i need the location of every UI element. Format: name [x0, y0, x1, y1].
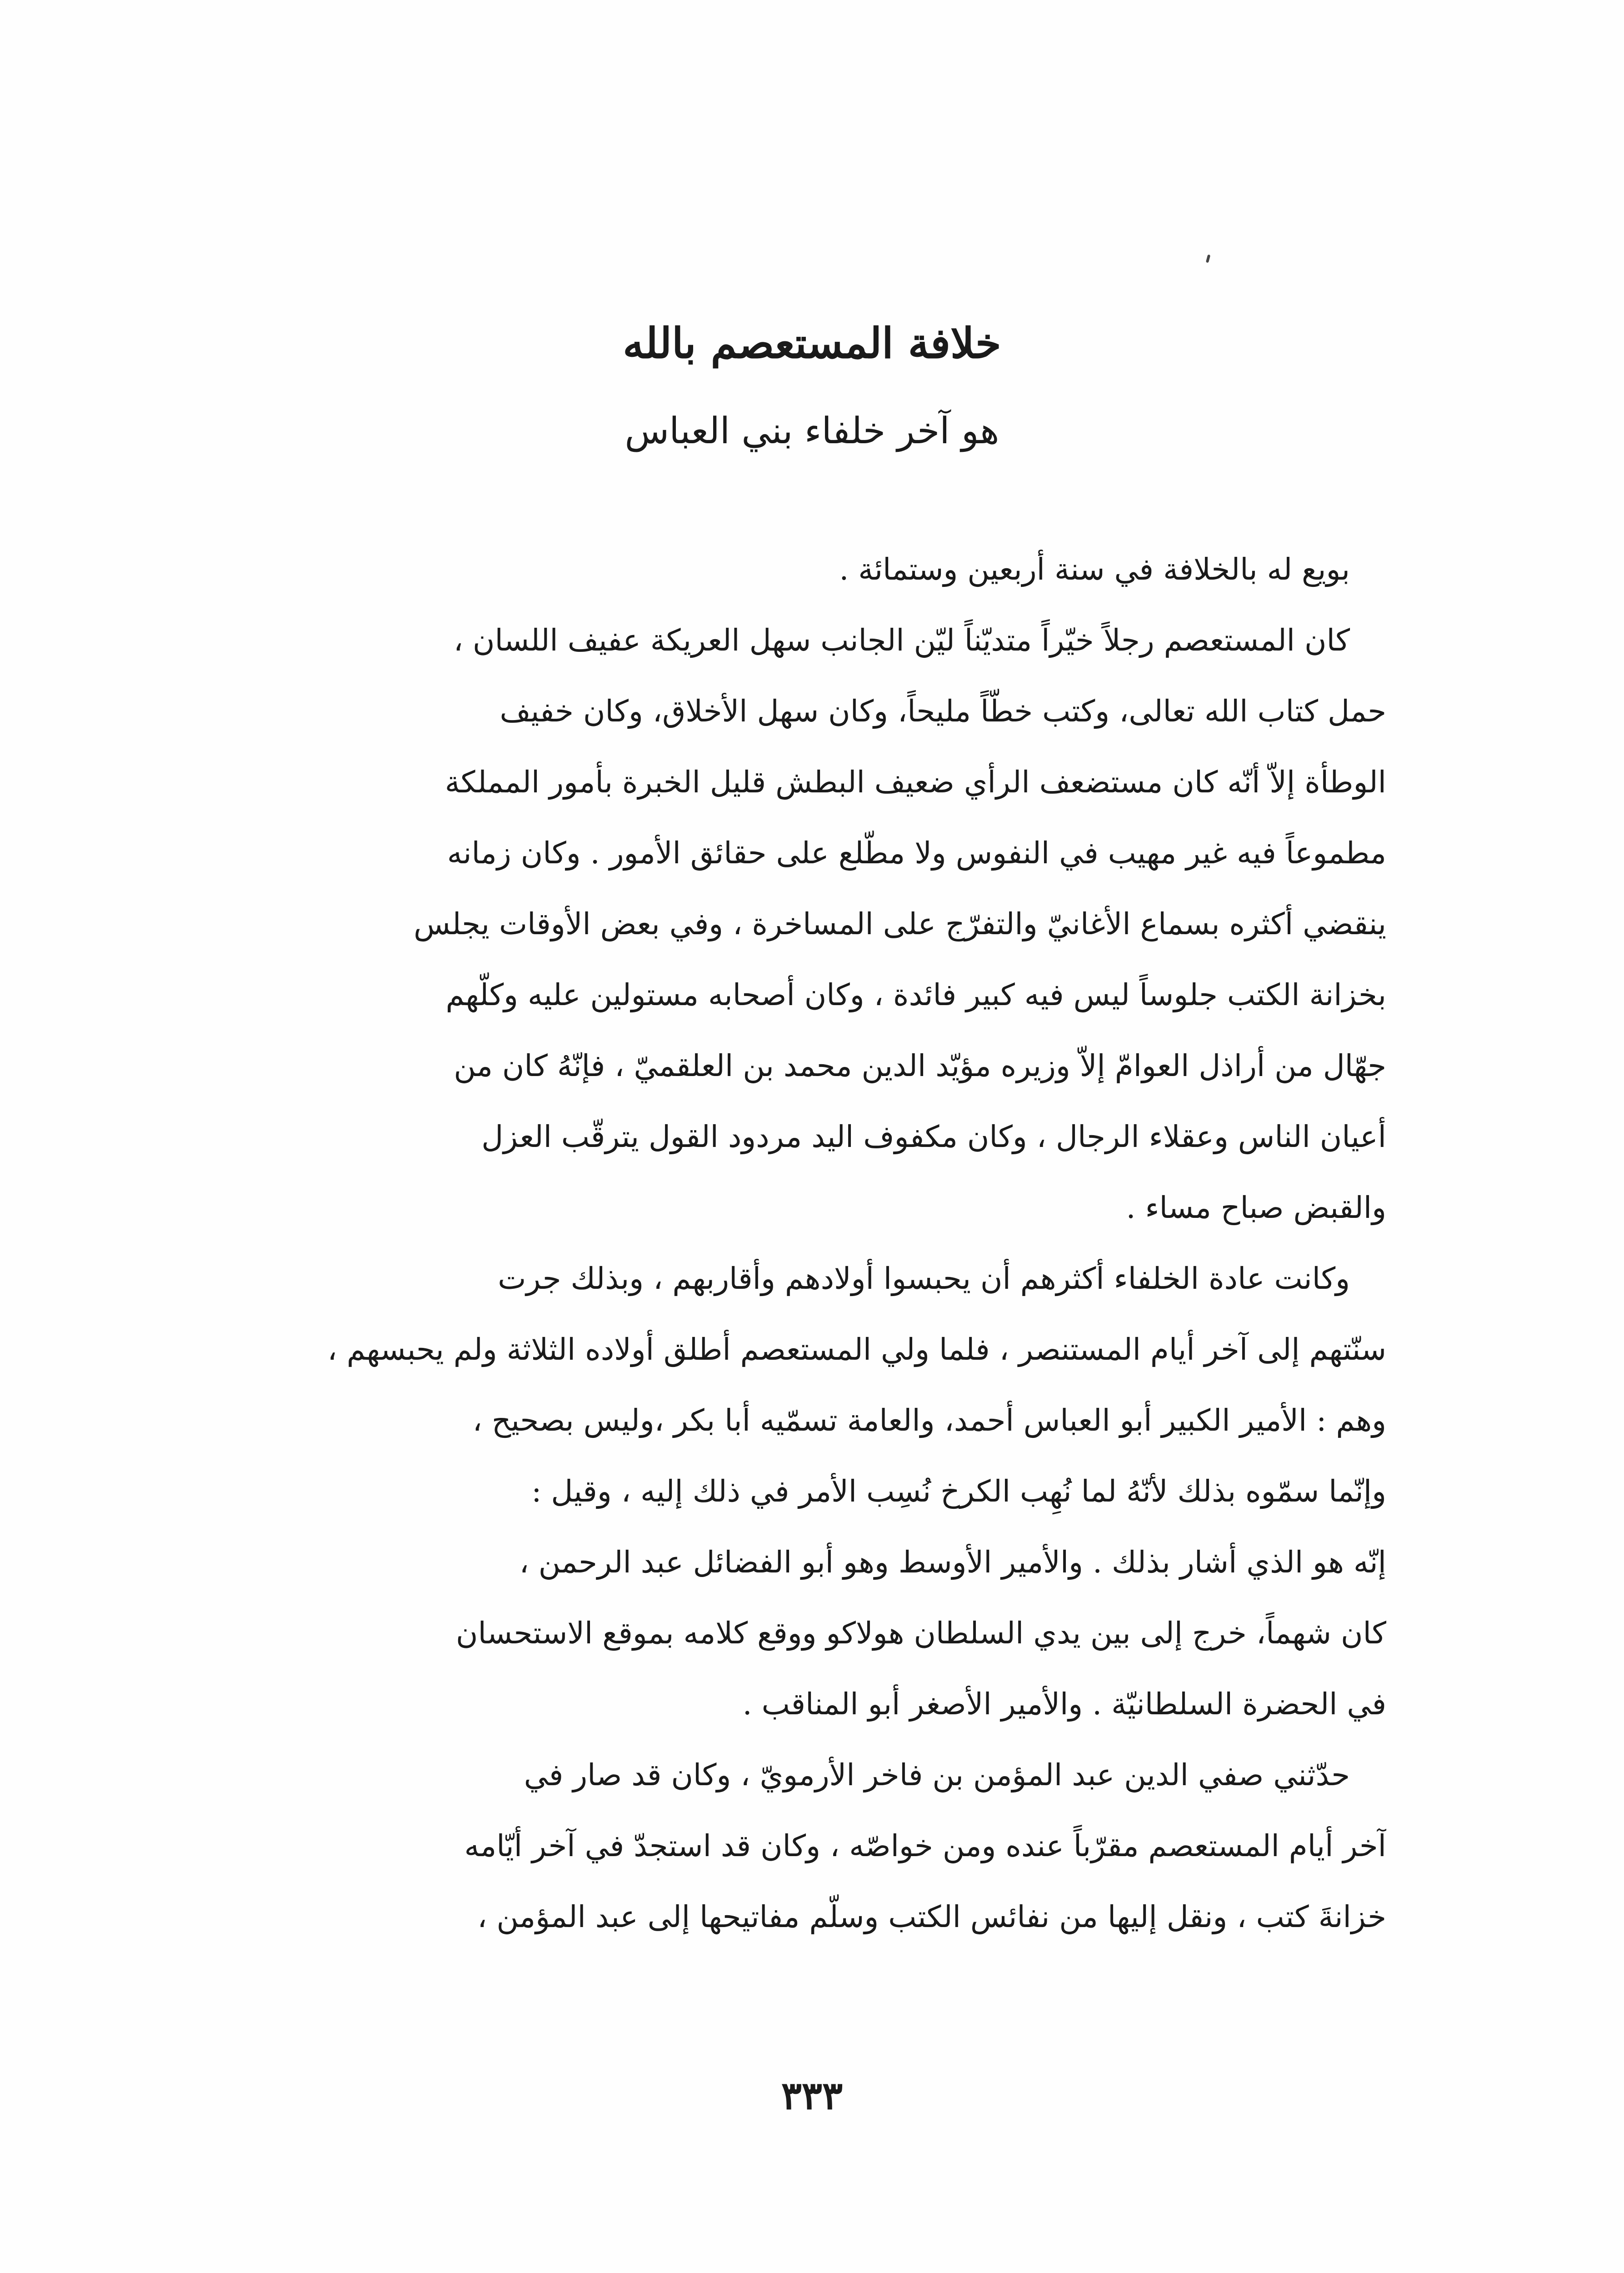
chapter-subtitle: هو آخر خلفاء بني العباس [625, 410, 999, 452]
text-line: إنّه هو الذي أشار بذلك . والأمير الأوسط وهو أبو الفضائل عبد الرحمن ، [519, 1545, 1386, 1580]
text-line: وكانت عادة الخلفاء أكثرهم أن يحبسوا أولادهم وأقاربهم ، وبذلك جرت [498, 1261, 1350, 1296]
text-line: جهّال من أراذل العوامّ إلاّ وزيره مؤيّد الدين محمد بن العلقميّ ، فإنّهُ كان من [454, 1048, 1386, 1083]
text-line: حدّثني صفي الدين عبد المؤمن بن فاخر الأرمويّ ، وكان قد صار في [524, 1757, 1350, 1792]
text-line: كان شهماً، خرج إلى بين يدي السلطان هولاكو ووقع كلامه بموقع الاستحسان [456, 1616, 1386, 1651]
ink-speck [1206, 255, 1210, 263]
text-line: في الحضرة السلطانيّة . والأمير الأصغر أبو المناقب . [742, 1687, 1386, 1722]
text-line: بويع له بالخلافة في سنة أربعين وستمائة . [839, 552, 1350, 587]
body-text [318, 534, 1386, 1953]
text-line: وهم : الأمير الكبير أبو العباس أحمد، والعامة تسمّيه أبا بكر ،وليس بصحيح ، [472, 1403, 1386, 1438]
page-number: ٣٣٣ [781, 2073, 843, 2118]
text-line: كان المستعصم رجلاً خيّراً متديّناً ليّن الجانب سهل العريكة عفيف اللسان ، [453, 623, 1350, 658]
text-line: سنّتهم إلى آخر أيام المستنصر ، فلما ولي المستعصم أطلق أولاده الثلاثة ولم يحبسهم ، [327, 1332, 1386, 1367]
text-line: بخزانة الكتب جلوساً ليس فيه كبير فائدة ، وكان أصحابه مستولين عليه وكلّهم [445, 977, 1386, 1012]
text-line: ينقضي أكثره بسماع الأغانيّ والتفرّج على المساخرة ، وفي بعض الأوقات يجلس [414, 906, 1386, 941]
text-line: والقبض صباح مساء . [1126, 1190, 1386, 1225]
text-line: أعيان الناس وعقلاء الرجال ، وكان مكفوف اليد مردود القول يترقّب العزل [481, 1119, 1386, 1154]
text-line: آخر أيام المستعصم مقرّباً عنده ومن خواصّه ، وكان قد استجدّ في آخر أيّامه [464, 1828, 1386, 1863]
text-line: مطموعاً فيه غير مهيب في النفوس ولا مطّلع على حقائق الأمور . وكان زمانه [447, 836, 1386, 871]
text-line: حمل كتاب الله تعالى، وكتب خطّاً مليحاً، وكان سهل الأخلاق، وكان خفيف [500, 694, 1386, 729]
text-line: وإنّما سمّوه بذلك لأنّهُ لما نُهِب الكرخ نُسِب الأمر في ذلك إليه ، وقيل : [531, 1474, 1386, 1509]
chapter-title: خلافة المستعصم بالله [623, 319, 1001, 368]
text-line: الوطأة إلاّ أنّه كان مستضعف الرأي ضعيف البطش قليل الخبرة بأمور المملكة [445, 765, 1386, 800]
text-line: خزانةَ كتب ، ونقل إليها من نفائس الكتب وسلّم مفاتيحها إلى عبد المؤمن ، [477, 1899, 1386, 1934]
